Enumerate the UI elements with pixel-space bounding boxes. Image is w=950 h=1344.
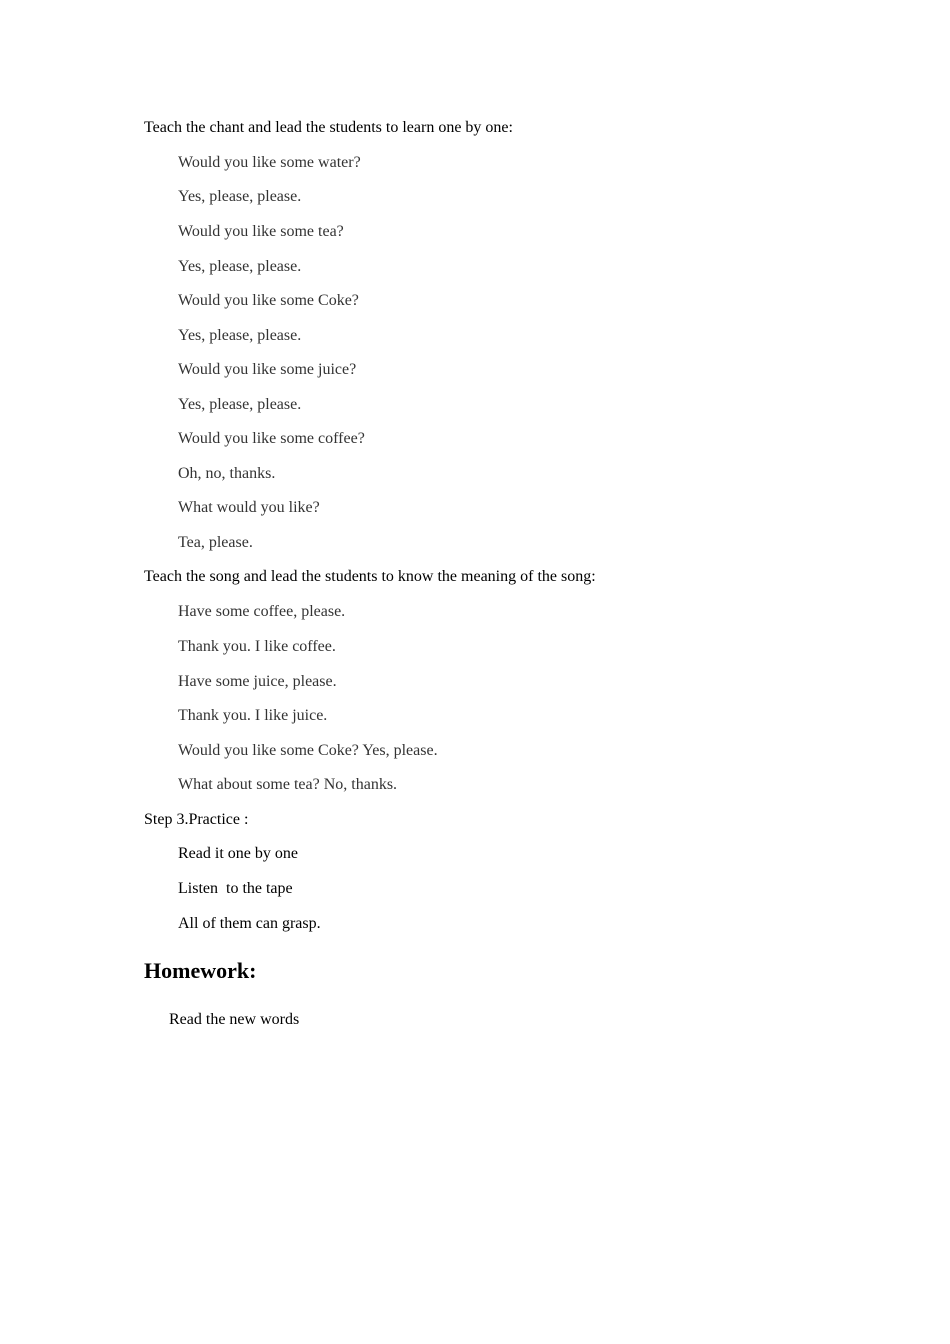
chant-line: Would you like some water? [178, 154, 361, 171]
song-line: What about some tea? No, thanks. [178, 776, 398, 793]
practice-heading: Step 3.Practice : [144, 811, 249, 828]
homework-task: Read the new words [169, 1011, 300, 1028]
song-line: Thank you. I like juice. [178, 707, 328, 724]
chant-line: Would you like some coffee? [178, 430, 365, 447]
practice-line: Read it one by one [178, 845, 298, 862]
chant-line: Yes, please, please. [178, 188, 302, 205]
song-line: Have some coffee, please. [178, 603, 346, 620]
practice-line: Listen to the tape [178, 880, 293, 897]
chant-line: What would you like? [178, 499, 320, 516]
chant-line: Would you like some juice? [178, 361, 357, 378]
chant-line: Oh, no, thanks. [178, 465, 276, 482]
song-line: Would you like some Coke? Yes, please. [178, 742, 438, 759]
chant-line: Would you like some tea? [178, 223, 344, 240]
chant-line: Yes, please, please. [178, 327, 302, 344]
chant-line: Yes, please, please. [178, 396, 302, 413]
song-line: Thank you. I like coffee. [178, 638, 336, 655]
chant-line: Yes, please, please. [178, 258, 302, 275]
song-line: Have some juice, please. [178, 673, 337, 690]
chant-line: Would you like some Coke? [178, 292, 359, 309]
practice-line: All of them can grasp. [178, 915, 321, 932]
chant-intro: Teach the chant and lead the students to learn one by one: [144, 119, 513, 136]
homework-title: Homework: [144, 958, 257, 983]
chant-line: Tea, please. [178, 534, 253, 551]
song-intro: Teach the song and lead the students to know the meaning of the song: [144, 568, 596, 585]
